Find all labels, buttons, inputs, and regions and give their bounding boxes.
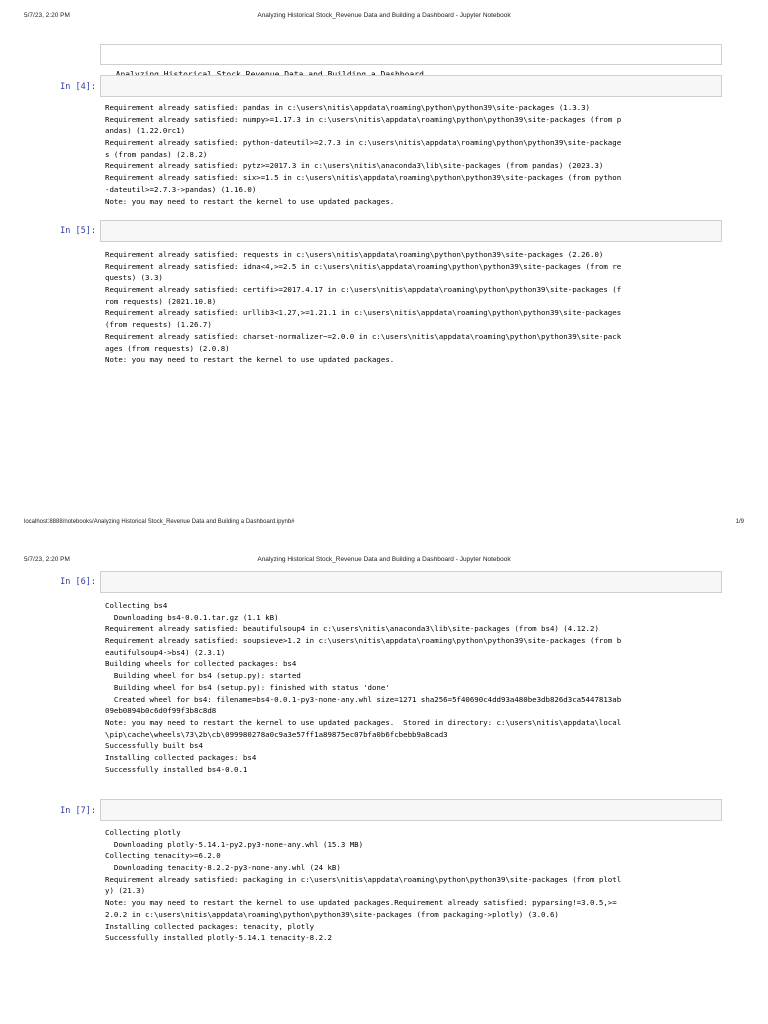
cell-output-6 (105, 600, 725, 775)
output-line: Requirement already satisfied: pandas in c:\users\nitis\appdata\roaming\python\python39\site-packages (1.3.3) (105, 103, 590, 112)
print-date-2: 5/7/23, 2:20 PM (24, 556, 70, 563)
output-line: y) (21.3) (105, 886, 146, 896)
output-line: Downloading plotly-5.14.1-py2.py3-none-any.whl (15.3 MB) (105, 839, 364, 849)
output-line: Requirement already satisfied: soupsieve>1.2 in c:\users\nitis\appdata\roaming\python\python39\site-packages (from b (105, 636, 622, 646)
output-line: Successfully built bs4 (105, 741, 203, 751)
footer-page-number: 1/9 (735, 519, 744, 525)
code-input-7[interactable] (100, 799, 722, 821)
output-line: ages (from requests) (2.0.8) (105, 343, 230, 353)
output-line: (from requests) (1.26.7) (105, 320, 212, 330)
output-line: Requirement already satisfied: six>=1.5 in c:\users\nitis\appdata\roaming\python\python39\site-packages (from python (105, 173, 622, 183)
output-line: Requirement already satisfied: requests in c:\users\nitis\appdata\roaming\python\python39\site-packages (2.26.0) (105, 250, 604, 259)
output-line: Building wheel for bs4 (setup.py): finished with status 'done' (105, 682, 390, 692)
output-line: Note: you may need to restart the kernel to use updated packages. (105, 196, 395, 206)
output-line: andas) (1.22.0rc1) (105, 126, 186, 136)
output-line: Requirement already satisfied: urllib3<1.27,>=1.21.1 in c:\users\nitis\appdata\roaming\python\python39\site-packages (105, 308, 622, 318)
output-line: Requirement already satisfied: pytz>=2017.3 in c:\users\nitis\anaconda3\lib\site-packages (from pandas) (2023.3) (105, 161, 604, 171)
notebook-title-2: Analyzing Historical Stock_Revenue Data and Building a Dashboard - Jupyter Notebook (257, 556, 511, 563)
output-line: Successfully installed bs4-0.0.1 (105, 764, 248, 774)
output-line: Installing collected packages: tenacity, plotly (105, 921, 315, 931)
output-line: Building wheels for collected packages: bs4 (105, 659, 297, 669)
output-line: Note: you may need to restart the kernel to use updated packages. (105, 355, 395, 365)
output-line: Successfully installed plotly-5.14.1 tenacity-8.2.2 (105, 933, 332, 943)
output-line: \pip\cache\wheels\73\2b\cb\099980278a0c9a3e57ff1a89875ec07bfa0b6fcbebb9a8cad3 (105, 729, 448, 739)
output-line: Requirement already satisfied: python-dateutil>=2.7.3 in c:\users\nitis\appdata\roaming\python\python39\site-package (105, 138, 622, 148)
print-date: 5/7/23, 2:20 PM (24, 12, 70, 19)
output-line: Collecting tenacity>=6.2.0 (105, 851, 221, 861)
output-line: Installing collected packages: bs4 (105, 752, 257, 762)
output-line: Requirement already satisfied: packaging in c:\users\nitis\appdata\roaming\python\python39\site-packages (from plotl (105, 874, 622, 884)
output-line: Collecting plotly (105, 828, 181, 837)
output-line: Downloading tenacity-8.2.2-py3-none-any.whl (24 kB) (105, 863, 341, 873)
output-line: Building wheel for bs4 (setup.py): started (105, 671, 301, 681)
output-line: Requirement already satisfied: idna<4,>=2.5 in c:\users\nitis\appdata\roaming\python\python39\site-packages (from re (105, 261, 622, 271)
code-input-4[interactable] (100, 75, 722, 97)
cell-prompt-4: In [4]: (60, 82, 96, 92)
output-line: Requirement already satisfied: certifi>=2017.4.17 in c:\users\nitis\appdata\roaming\python\python39\site-packages (f (105, 285, 622, 295)
footer-url: localhost:8888/notebooks/Analyzing Historical Stock_Revenue Data and Building a Dashboard.ipynb# (24, 519, 295, 525)
markdown-cell[interactable] (100, 44, 722, 65)
code-input-5[interactable] (100, 220, 722, 242)
output-line: Note: you may need to restart the kernel to use updated packages. Stored in directory: c:\users\nitis\appdata\local (105, 717, 622, 727)
cell-output-4 (105, 102, 725, 207)
output-line: eautifulsoup4->bs4) (2.3.1) (105, 647, 226, 657)
output-line: Requirement already satisfied: numpy>=1.17.3 in c:\users\nitis\appdata\roaming\python\python39\site-packages (from p (105, 114, 622, 124)
output-line: Created wheel for bs4: filename=bs4-0.0.1-py3-none-any.whl size=1271 sha256=5f40690c4dd93a480be3db826d3ca5447813ab (105, 694, 622, 704)
cell-output-7 (105, 827, 725, 944)
output-line: Requirement already satisfied: charset-normalizer~=2.0.0 in c:\users\nitis\appdata\roaming\python\python39\site-pack (105, 331, 622, 341)
cell-prompt-6: In [6]: (60, 577, 96, 587)
code-input-6[interactable] (100, 571, 722, 593)
output-line: Note: you may need to restart the kernel to use updated packages.Requirement already satisfied: pyparsing!=3.0.5,>= (105, 898, 617, 908)
output-line: Requirement already satisfied: beautifulsoup4 in c:\users\nitis\anaconda3\lib\site-packages (from bs4) (4.12.2) (105, 624, 599, 634)
output-line: Downloading bs4-0.0.1.tar.gz (1.1 kB) (105, 612, 279, 622)
output-line: -dateutil>=2.7.3->pandas) (1.16.0) (105, 184, 257, 194)
output-line: 09eb0894b0c6d0f99f3b8c8d8 (105, 706, 217, 716)
output-line: Collecting bs4 (105, 601, 168, 610)
output-line: 2.0.2 in c:\users\nitis\appdata\roaming\python\python39\site-packages (from packaging->plotly) (3.0.6) (105, 909, 559, 919)
notebook-title: Analyzing Historical Stock_Revenue Data and Building a Dashboard - Jupyter Notebook (257, 12, 511, 19)
cell-prompt-7: In [7]: (60, 806, 96, 816)
cell-prompt-5: In [5]: (60, 226, 96, 236)
output-line: rom requests) (2021.10.8) (105, 296, 217, 306)
output-line: s (from pandas) (2.8.2) (105, 149, 208, 159)
cell-output-5 (105, 249, 725, 366)
output-line: quests) (3.3) (105, 273, 163, 283)
